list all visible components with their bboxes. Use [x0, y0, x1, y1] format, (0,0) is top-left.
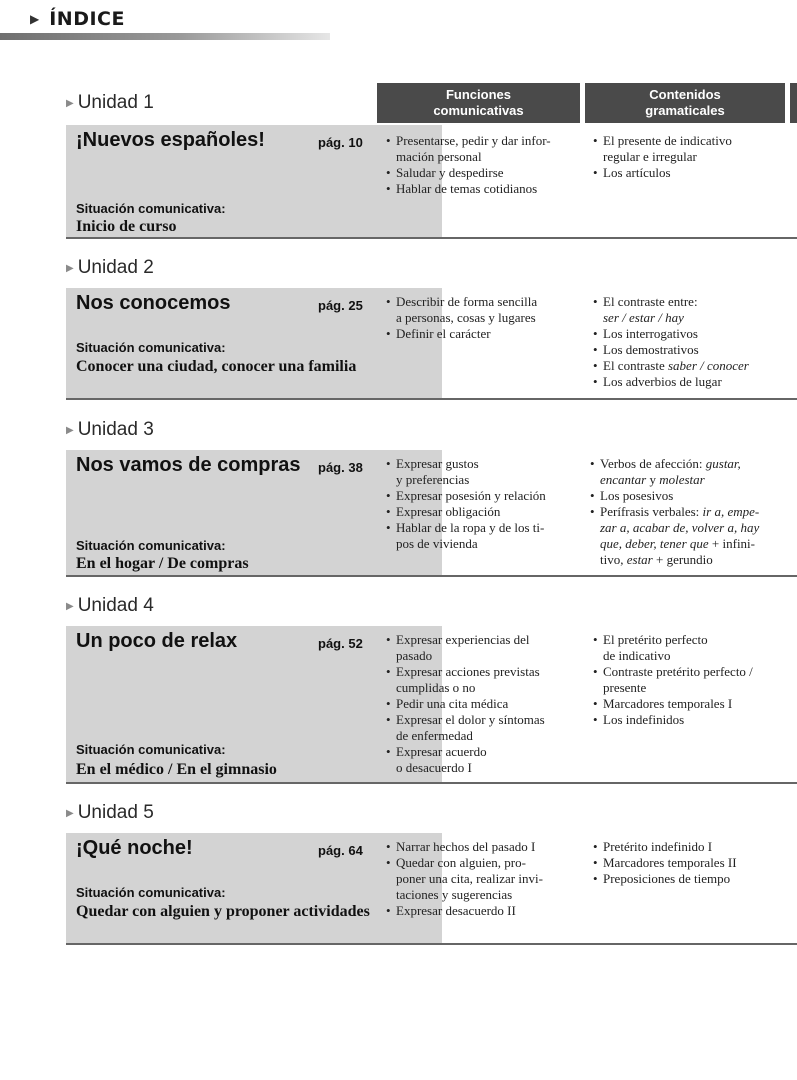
list-item: • Expresar el dolor y síntomas: [386, 712, 591, 728]
unit-label-text: Unidad 4: [77, 595, 154, 616]
unit-row-3: [66, 450, 797, 577]
list-item: [590, 552, 795, 568]
column-header-funciones: [377, 83, 580, 123]
situacion-label: Situación comunicativa:: [76, 538, 226, 553]
list-item: [593, 358, 793, 374]
situacion-text: Inicio de curso: [76, 218, 177, 235]
unit-title: Un poco de relax: [76, 630, 238, 652]
situacion-text: En el hogar / De compras: [76, 555, 249, 572]
unit-row-5: [66, 833, 797, 945]
list-item-text: Perífrasis verbales:: [600, 504, 703, 519]
list-item: taciones y sugerencias: [396, 887, 513, 902]
situacion-label: Situación comunicativa:: [76, 201, 226, 216]
list-item: • Saludar y despedirse: [386, 165, 591, 181]
unit-label: [66, 802, 154, 824]
list-item: mación personal: [396, 149, 482, 164]
list-item-text: + gerundio: [652, 552, 713, 567]
list-item: • Los demostrativos: [593, 342, 793, 358]
list-item-text: y: [646, 472, 660, 487]
list-item: • Definir el carácter: [386, 326, 591, 342]
unit-label: [66, 257, 154, 279]
list-item: • Pretérito indefinido I: [593, 839, 797, 855]
column-header-line: gramaticales: [645, 103, 725, 118]
list-item-text: Verbos de afección:: [600, 456, 706, 471]
page-number: pág. 38: [318, 460, 363, 475]
column-header-line: comunicativas: [433, 103, 524, 118]
unit-row-1: [66, 125, 797, 239]
list-item: • El presente de indicativo: [593, 133, 793, 149]
contenidos-list: [593, 133, 793, 181]
page-number: pág. 64: [318, 843, 363, 858]
list-item: • Expresar posesión y relación: [386, 488, 591, 504]
unit-title: ¡Qué noche!: [76, 837, 193, 859]
triangle-right-icon: ▶: [66, 424, 74, 436]
list-item: • El contraste entre:: [593, 294, 793, 310]
triangle-right-icon: ▶: [30, 12, 40, 26]
list-item: de indicativo: [603, 648, 671, 663]
list-item: • Narrar hechos del pasado I: [386, 839, 591, 855]
list-item: a personas, cosas y lugares: [396, 310, 536, 325]
list-item: • Los posesivos: [590, 488, 795, 504]
list-item: • Describir de forma sencilla: [386, 294, 591, 310]
unit-label-text: Unidad 1: [77, 92, 154, 113]
list-item: • Preposiciones de tiempo: [593, 871, 797, 887]
list-item: pasado: [396, 648, 433, 663]
unit-label-text: Unidad 2: [77, 257, 154, 278]
list-item: • Los indefinidos: [593, 712, 797, 728]
list-item: • Expresar gustos: [386, 456, 591, 472]
column-header-next: [790, 83, 797, 123]
unit-label: [66, 419, 154, 441]
list-item-italic: saber / conocer: [667, 358, 749, 373]
list-item: • Los interrogativos: [593, 326, 793, 342]
funciones-list: [386, 294, 591, 342]
list-item: • Presentarse, pedir y dar infor-: [386, 133, 591, 149]
list-item-italic: que, deber, tener que: [600, 536, 709, 551]
situacion-text: En el médico / En el gimnasio: [76, 761, 277, 778]
list-item: o desacuerdo I: [396, 760, 472, 775]
list-item: • Quedar con alguien, pro-: [386, 855, 591, 871]
list-item: • Expresar obligación: [386, 504, 591, 520]
list-item-italic: ir a, empe-: [702, 504, 760, 519]
unit-row-2: [66, 288, 797, 400]
list-item-italic: encantar: [600, 472, 647, 487]
unit-label: [66, 595, 154, 617]
situacion-label: Situación comunicativa:: [76, 742, 226, 757]
contenidos-list: [593, 294, 793, 390]
list-item: • Hablar de temas cotidianos: [386, 181, 591, 197]
list-item: • Contraste pretérito perfecto /: [593, 664, 797, 680]
funciones-list: [386, 133, 591, 197]
header-rule: [0, 33, 330, 40]
funciones-list: [386, 632, 591, 776]
funciones-list: [386, 839, 591, 919]
unit-label-text: Unidad 5: [77, 802, 154, 823]
list-item: [590, 536, 795, 552]
list-item: [593, 310, 793, 326]
unit-title: ¡Nuevos españoles!: [76, 129, 265, 151]
page-number: pág. 25: [318, 298, 363, 313]
list-item: [590, 456, 795, 472]
list-item: • Marcadores temporales I: [593, 696, 797, 712]
contenidos-list: [593, 632, 797, 728]
list-item-text: El contraste: [603, 358, 668, 373]
list-item: poner una cita, realizar invi-: [396, 871, 543, 886]
list-item: • Expresar experiencias del: [386, 632, 591, 648]
list-item: • Los artículos: [593, 165, 793, 181]
unit-label: [66, 92, 154, 114]
list-item-text: + infini-: [708, 536, 755, 551]
page-number: pág. 10: [318, 135, 363, 150]
funciones-list: [386, 456, 591, 552]
list-item: • El pretérito perfecto: [593, 632, 797, 648]
contenidos-list: [593, 839, 797, 887]
situacion-label: Situación comunicativa:: [76, 885, 226, 900]
list-item-text: tivo,: [600, 552, 627, 567]
list-item-italic: zar a, acabar de, volver a, hay: [600, 520, 760, 535]
list-item: [590, 504, 795, 520]
column-header-line: Contenidos: [649, 87, 721, 102]
column-header-line: Funciones: [445, 87, 511, 102]
situacion-label: Situación comunicativa:: [76, 340, 226, 355]
situacion-text: Conocer una ciudad, conocer una familia: [76, 358, 357, 375]
list-item: • Expresar desacuerdo II: [386, 903, 591, 919]
list-item: • Marcadores temporales II: [593, 855, 797, 871]
list-item-italic: gustar,: [705, 456, 741, 471]
unit-label-text: Unidad 3: [77, 419, 154, 440]
list-item: • Hablar de la ropa y de los ti-: [386, 520, 591, 536]
page-number: pág. 52: [318, 636, 363, 651]
triangle-right-icon: ▶: [66, 807, 74, 819]
page-title: ÍNDICE: [49, 8, 125, 30]
list-item: • Expresar acciones previstas: [386, 664, 591, 680]
list-item: regular e irregular: [603, 149, 697, 164]
list-item: • Pedir una cita médica: [386, 696, 591, 712]
list-item: • Los adverbios de lugar: [593, 374, 793, 390]
list-item: pos de vivienda: [396, 536, 478, 551]
column-header-contenidos: [585, 83, 785, 123]
list-item: y preferencias: [396, 472, 470, 487]
list-item-italic: ser / estar / hay: [603, 310, 684, 325]
unit-row-4: [66, 626, 797, 784]
list-item-italic: molestar: [659, 472, 705, 487]
list-item: presente: [603, 680, 647, 695]
list-item: [590, 472, 795, 488]
list-item: • Expresar acuerdo: [386, 744, 591, 760]
triangle-right-icon: ▶: [66, 97, 74, 109]
page-header: [30, 6, 125, 32]
list-item: de enfermedad: [396, 728, 473, 743]
unit-title: Nos conocemos: [76, 292, 231, 314]
triangle-right-icon: ▶: [66, 600, 74, 612]
situacion-text: Quedar con alguien y proponer actividades: [76, 903, 370, 920]
unit-title: Nos vamos de compras: [76, 454, 301, 476]
contenidos-list: [590, 456, 795, 568]
list-item-italic: estar: [626, 552, 653, 567]
list-item: cumplidas o no: [396, 680, 476, 695]
triangle-right-icon: ▶: [66, 262, 74, 274]
list-item: [590, 520, 795, 536]
